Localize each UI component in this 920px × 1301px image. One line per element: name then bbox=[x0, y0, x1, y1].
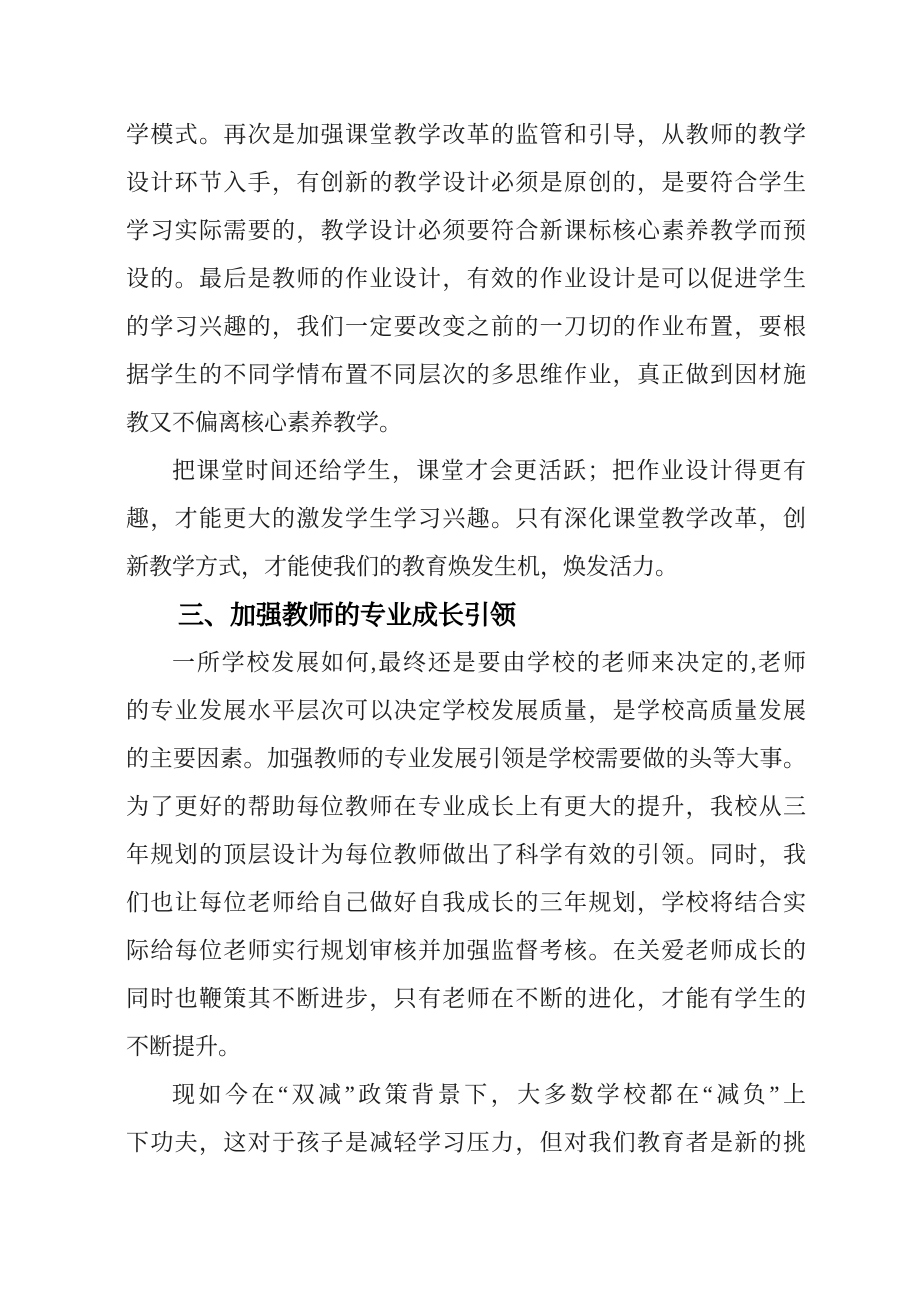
text-line: 学模式。再次是加强课堂教学改革的监管和引导，从教师的教学 bbox=[126, 122, 806, 147]
text-line: 学习实际需要的，教学设计必须要符合新课标核心素养教学而预 bbox=[126, 218, 806, 243]
text-line: 的主要因素。加强教师的专业发展引领是学校需要做的头等大事。 bbox=[126, 746, 806, 771]
text-line: 一所学校发展如何,最终还是要由学校的老师来决定的,老师 bbox=[172, 650, 806, 675]
text-line: 现如今在“双减”政策背景下，大多数学校都在“减负”上 bbox=[172, 1082, 806, 1107]
text-line: 趣，才能更大的激发学生学习兴趣。只有深化课堂教学改革，创 bbox=[126, 506, 806, 531]
text-line: 下功夫，这对于孩子是减轻学习压力，但对我们教育者是新的挑 bbox=[126, 1130, 806, 1155]
text-line: 不断提升。 bbox=[126, 1034, 241, 1059]
section-heading: 三、加强教师的专业成长引领 bbox=[178, 600, 517, 630]
text-line: 把课堂时间还给学生，课堂才会更活跃；把作业设计得更有 bbox=[172, 458, 806, 483]
text-line: 新教学方式，才能使我们的教育焕发生机，焕发活力。 bbox=[126, 554, 678, 579]
text-line: 的学习兴趣的，我们一定要改变之前的一刀切的作业布置，要根 bbox=[126, 314, 806, 339]
text-line: 据学生的不同学情布置不同层次的多思维作业，真正做到因材施 bbox=[126, 362, 806, 387]
text-line: 的专业发展水平层次可以决定学校发展质量，是学校高质量发展 bbox=[126, 698, 806, 723]
text-line: 设计环节入手，有创新的教学设计必须是原创的，是要符合学生 bbox=[126, 170, 806, 195]
text-line: 年规划的顶层设计为每位教师做出了科学有效的引领。同时，我 bbox=[126, 842, 806, 867]
text-line: 际给每位老师实行规划审核并加强监督考核。在关爱老师成长的 bbox=[126, 938, 806, 963]
text-line: 同时也鞭策其不断进步，只有老师在不断的进化，才能有学生的 bbox=[126, 986, 806, 1011]
document-content bbox=[126, 111, 806, 1167]
text-line: 为了更好的帮助每位教师在专业成长上有更大的提升，我校从三 bbox=[126, 794, 806, 819]
text-line: 们也让每位老师给自己做好自我成长的三年规划，学校将结合实 bbox=[126, 890, 806, 915]
text-line: 设的。最后是教师的作业设计，有效的作业设计是可以促进学生 bbox=[126, 266, 806, 291]
text-line: 教又不偏离核心素养教学。 bbox=[126, 410, 402, 435]
